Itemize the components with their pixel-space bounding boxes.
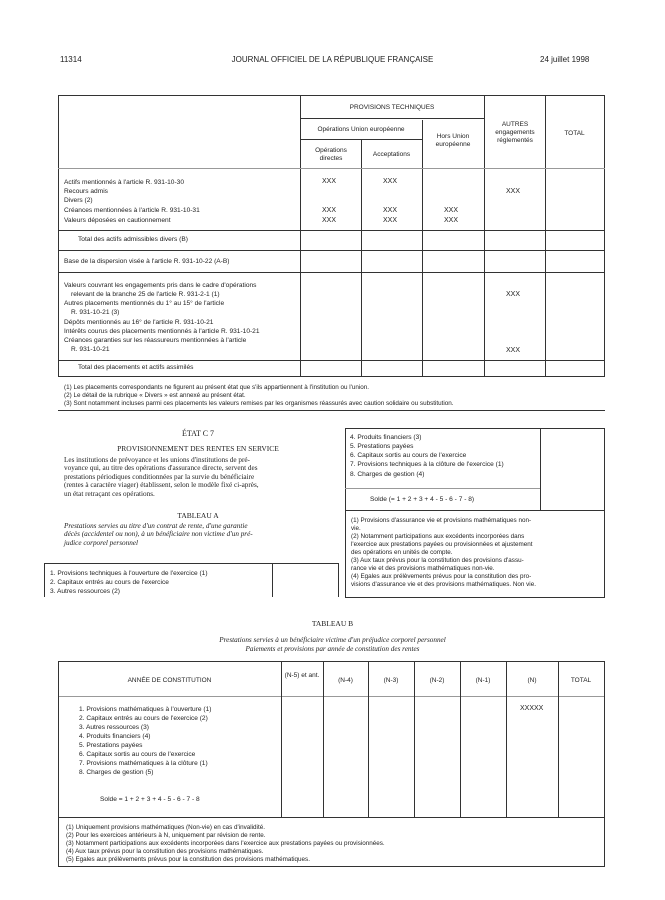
- tableau-b-note-3: (3) Notamment participations aux excédents incorporées dans l'exercice aux prestations payées ou provisionnées.: [66, 840, 385, 847]
- right-note-line: (4) Egales aux prélèvements prévus pour la constitution des pro-: [351, 573, 532, 580]
- tableau-a-caption-line: décès (accidentel ou non), à un bénéficiaire non victime d'un pré-: [64, 530, 253, 539]
- tableau-a-row-1: 1. Provisions techniques à l'ouverture de l'exercice (1): [50, 570, 208, 577]
- col-n2: (N-2): [429, 677, 445, 684]
- header-provisions-techniques: PROVISIONS TECHNIQUES: [349, 104, 435, 111]
- row-total-actifs: Total des actifs admissibles divers (B): [78, 236, 188, 243]
- row-valeurs-couvrant: Valeurs couvrant les engagements pris dans le cadre d'opérations: [64, 282, 257, 289]
- etat-intro-line: prestations périodiques conditionnées par la survie du bénéficiaire: [64, 472, 255, 481]
- col-n3: (N-3): [383, 677, 399, 684]
- etat-intro-line: un état retraçant ces opérations.: [64, 489, 155, 498]
- tableau-a-caption-line: Prestations servies au titre d'un contrat de rente, d'une garantie: [64, 522, 248, 530]
- page-date: 24 juillet 1998: [540, 55, 590, 64]
- journal-title: JOURNAL OFFICIEL DE LA RÉPUBLIQUE FRANÇAISE: [231, 55, 434, 64]
- tableau-b-row-1: 1. Provisions mathématiques à l'ouverture (1): [79, 706, 212, 713]
- mark: XXX: [322, 178, 337, 185]
- tableau-b-note-5: (5) Egales aux prélèvements prévus pour la constitution des provisions mathématiques.: [66, 856, 310, 863]
- row-r931-3: R. 931-10-21 (3): [71, 309, 120, 316]
- tableau-b-row-7: 7. Provisions mathématiques à la clôture (1): [79, 760, 208, 767]
- row-total-placements: Total des placements et actifs assimilés: [78, 364, 194, 371]
- mark: XXX: [444, 217, 459, 224]
- tableau-a-row-3: 3. Autres ressources (2): [50, 588, 120, 595]
- right-note-line: des opérations en unités de compte.: [351, 549, 453, 556]
- etat-intro-line: voyance qui, au titre des opérations d'assurance directe, servent des: [64, 464, 258, 473]
- tableau-b-note-2: (2) Pour les exercices antérieurs à N, uniquement par révision de rente.: [66, 832, 266, 839]
- table1-note-2: (2) Le détail de la rubrique « Divers » est annexé au présent état.: [64, 392, 246, 399]
- tableau-b-row-4: 4. Produits financiers (4): [79, 733, 151, 740]
- mark: XXX: [383, 178, 398, 185]
- right-note-line: (2) Notamment participations aux excédents incorporées dans: [351, 533, 525, 540]
- table1-note-3: (3) Sont notamment incluses parmi ces placements les valeurs remises par les organismes réassurés avec caution solidaire ou substitution.: [64, 400, 454, 407]
- header-operations-ue: Opérations Union européenne: [317, 126, 405, 133]
- right-row-6: 6. Capitaux sortis au cours de l'exercice: [350, 452, 467, 459]
- header-hors-ue: Hors Union européenne: [435, 133, 471, 148]
- right-row-4: 4. Produits financiers (3): [350, 434, 422, 441]
- row-recours: Recours admis: [64, 188, 108, 195]
- col-n5: (N-5) et ant.: [284, 672, 320, 679]
- row-creances: Créances mentionnées à l'article R. 931-10-31: [64, 207, 200, 214]
- row-creances-garanties: Créances garanties sur les réassureurs mentionnées à l'article: [64, 337, 247, 344]
- etat-intro-line: Les institutions de prévoyance et les unions d'institutions de pré-: [64, 456, 250, 464]
- tableau-a-caption: [64, 522, 338, 547]
- header-total: TOTAL: [564, 130, 585, 137]
- right-note-line: visions d'assurance vie et des provisions mathématiques. Non vie.: [351, 581, 536, 588]
- etat-title: ÉTAT C 7: [181, 429, 215, 438]
- col-total: TOTAL: [570, 677, 592, 684]
- row-base-dispersion: Base de la dispersion visée à l'article R. 931-10-22 (A-B): [64, 258, 230, 265]
- tableau-b-solde: Solde = 1 + 2 + 3 + 4 - 5 - 6 - 7 - 8: [100, 796, 200, 803]
- mark: XXX: [506, 291, 521, 298]
- row-actifs: Actifs mentionnés à l'article R. 931-10-30: [64, 179, 185, 186]
- header-autres: AUTRES engagements réglementés: [495, 121, 535, 144]
- tableau-b-caption-2: Paiements et provisions par année de constitution des rentes: [245, 645, 420, 653]
- tableau-b-note-4: (4) Aux taux prévus pour la constitution des provisions mathématiques.: [66, 848, 264, 855]
- etat-intro: [64, 456, 338, 498]
- tableau-b-title: TABLEAU B: [311, 619, 354, 628]
- tableau-b-row-8: 8. Charges de gestion (5): [79, 769, 154, 776]
- right-row-5: 5. Prestations payées: [350, 443, 414, 450]
- col-n: (N): [527, 677, 537, 684]
- tableau-a-title: TABLEAU A: [177, 511, 219, 520]
- page-number: 11314: [60, 55, 82, 64]
- tableau-a-row-2: 2. Capitaux entrés au cours de l'exercice: [50, 579, 169, 586]
- right-note-line: vie.: [351, 525, 361, 532]
- etat-subtitle: PROVISIONNEMENT DES RENTES EN SERVICE: [117, 444, 279, 453]
- tableau-b-note-1: (1) Uniquement provisions mathématiques (Non-vie) en cas d'invalidité.: [66, 824, 265, 831]
- table1-note-1: (1) Les placements correspondants ne figurent au présent état que s'ils appartiennent à l'institution ou l'union.: [64, 384, 369, 391]
- row-autres-placements: Autres placements mentionnés du 1° au 15° de l'article: [64, 300, 225, 307]
- tableau-b-row-2: 2. Capitaux entrés au cours de l'exercice (2): [79, 715, 208, 722]
- right-note-line: (3) Aux taux prévus pour la constitution des provisions d'assu-: [351, 557, 524, 564]
- header-acceptations: Acceptations: [372, 151, 411, 158]
- right-note-line: (1) Provisions d'assurance vie et provisions mathématiques non-: [351, 517, 532, 524]
- row-branche-25: relevant de la branche 25 de l'article R. 931-2-1 (1): [71, 291, 220, 298]
- col-n1: (N-1): [475, 677, 491, 684]
- tableau-b-row-3: 3. Autres ressources (3): [79, 724, 149, 731]
- right-row-8: 8. Charges de gestion (4): [350, 471, 425, 478]
- mark: XXX: [322, 217, 337, 224]
- mark: XXX: [506, 188, 521, 195]
- mark: XXX: [506, 347, 521, 354]
- row-depots: Dépôts mentionnés au 16° de l'article R. 931-10-21: [64, 319, 214, 326]
- header-operations-directes: Opérations directes: [315, 147, 347, 162]
- col-annee: ANNÉE DE CONSTITUTION: [127, 677, 212, 684]
- right-note-line: rance vie et des provisions mathématiques non-vie.: [351, 565, 495, 572]
- mark: XXX: [383, 207, 398, 214]
- row-divers: Divers (2): [64, 197, 93, 204]
- row-r931: R. 931-10-21: [71, 346, 110, 353]
- tableau-b-row-6: 6. Capitaux sortis au cours de l'exercice: [79, 751, 196, 758]
- right-note-line: l'exercice aux prestations payées ou provisionnées et ajustement: [351, 541, 533, 548]
- tableau-b-row-5: 5. Prestations payées: [79, 742, 143, 749]
- right-row-7: 7. Provisions techniques à la clôture de l'exercice (1): [350, 461, 504, 468]
- mark: XXX: [322, 207, 337, 214]
- right-solde: Solde (= 1 + 2 + 3 + 4 - 5 - 6 - 7 - 8): [370, 496, 475, 503]
- mark: XXX: [444, 207, 459, 214]
- tableau-a-caption-line: judice corporel personnel: [64, 538, 138, 547]
- row-interets: Intérêts courus des placements mentionnés à l'article R. 931-10-21: [64, 328, 260, 335]
- mark: XXX: [383, 217, 398, 224]
- col-n4: (N-4): [338, 677, 353, 684]
- tableau-b-caption-1: Prestations servies à un bénéficiaire victime d'un préjudice corporel personnel: [219, 636, 446, 644]
- etat-intro-line: (rentes à caractère viager) établissent, selon le modèle fixé ci-après,: [64, 481, 259, 490]
- row-valeurs: Valeurs déposées en cautionnement: [64, 217, 171, 224]
- mark-xxxxx: XXXXX: [520, 705, 544, 712]
